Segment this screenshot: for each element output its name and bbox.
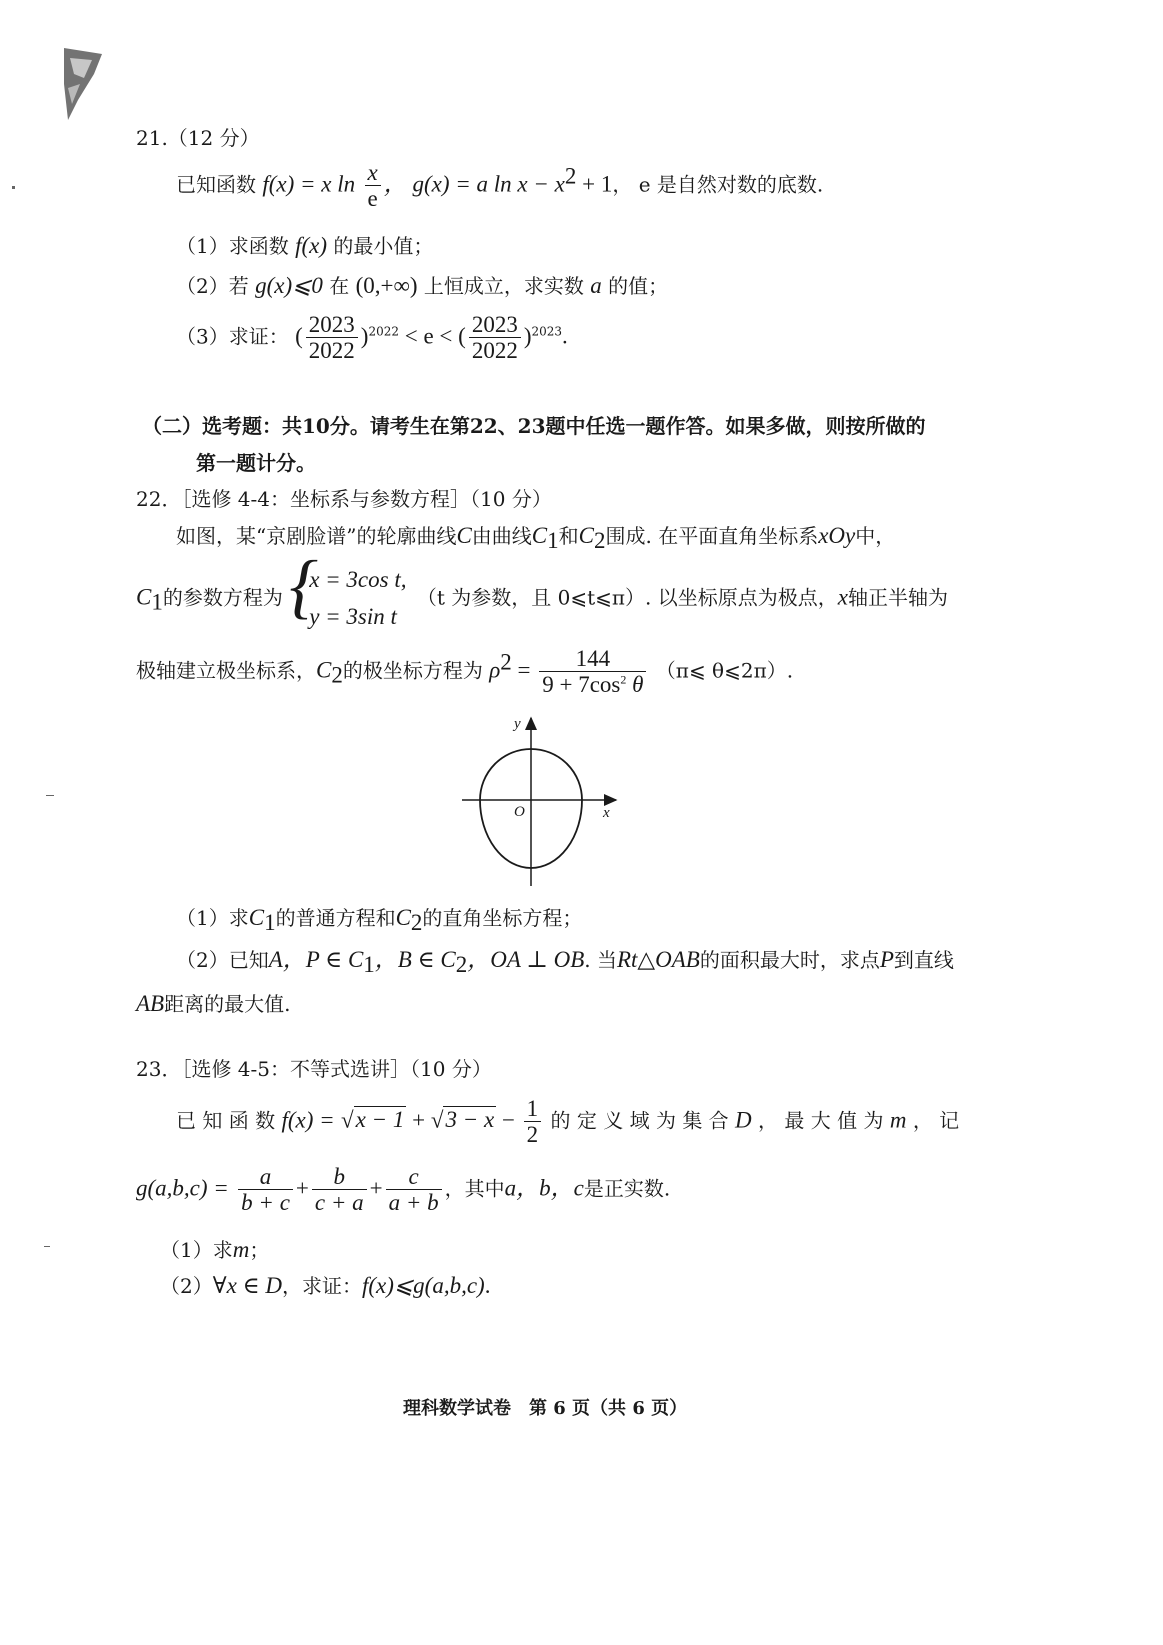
q23-stem xyxy=(176,1096,959,1148)
q21-header: 21.（12 分） xyxy=(136,126,260,150)
q23-sqrt1: x − 1 xyxy=(355,1107,405,1133)
q23-part2-end: . xyxy=(484,1273,491,1298)
q22-polar-fraction xyxy=(539,646,646,698)
q22-intro-text4: 围成. 在平面直角坐标系 xyxy=(605,524,819,548)
q23-part2 xyxy=(160,1272,490,1300)
q23-g-vars: a，b，c xyxy=(504,1175,584,1201)
q21-part2 xyxy=(176,272,668,300)
denominator-text: 9 + 7cos xyxy=(542,672,621,698)
q23-g-text2: 是正实数. xyxy=(583,1176,671,1201)
q22-part1-text2: 的直角坐标方程； xyxy=(422,906,583,930)
q22-header: 22．［选修 4-4：坐标系与参数方程］（10 分） xyxy=(136,487,552,511)
q21-part3-label: （3）求证： xyxy=(176,324,289,349)
subscript: 1 xyxy=(547,528,559,553)
fraction-denominator: a + b xyxy=(388,1190,439,1216)
q21-part3 xyxy=(176,312,568,364)
q22-intro-text5: 中， xyxy=(855,524,896,548)
q22-param-x: x xyxy=(837,584,848,610)
q23-part1-label: （1）求 xyxy=(160,1238,233,1262)
fraction-denominator: 2 xyxy=(526,1122,539,1148)
q21-part1-label: （1）求函数 xyxy=(176,234,289,258)
q23-stem-text3: ， 最 大 值 为 xyxy=(758,1108,884,1133)
fraction-numerator: 144 xyxy=(539,646,646,672)
section2-line2: 第一题计分。 xyxy=(196,451,316,475)
q21-part2-text2: 上恒成立，求实数 xyxy=(423,274,584,298)
margin-mark xyxy=(46,795,54,796)
q21-g-definition: ， g(x) = a ln x − x xyxy=(383,171,565,197)
q22-part2-math3: ，OA ⊥ OB xyxy=(467,947,585,972)
q22-part2-point-P: P xyxy=(879,947,894,972)
q22-curve-C1: C xyxy=(248,905,265,930)
q22-equation-system xyxy=(293,562,406,636)
q21-part2-interval: (0,+∞) xyxy=(355,273,418,298)
q22-polar-text2: 的极坐标方程为 xyxy=(342,658,483,683)
q23-m: m xyxy=(889,1107,907,1133)
q23-g-definition xyxy=(136,1164,670,1216)
subscript: 1 xyxy=(151,589,163,615)
q21-part3-middle: < e < xyxy=(398,323,459,349)
q23-f-lhs: f(x) = xyxy=(281,1107,335,1133)
q22-part2-cont xyxy=(136,990,290,1018)
q23-set-D: D xyxy=(735,1107,752,1133)
q21-part3-exponent-right: 2023 xyxy=(531,324,563,339)
q22-polar-equation xyxy=(136,646,793,698)
q22-rho: ρ xyxy=(489,657,501,683)
q22-part2-label: （2）已知 xyxy=(176,948,269,972)
fraction-denominator: c + a xyxy=(314,1190,364,1216)
paren-open: ( xyxy=(458,323,466,349)
section2-line1: （二）选考题：共10分。请考生在第22、23题中任选一题作答。如果多做，则按所做的 xyxy=(142,414,926,438)
q22-equation-x: { x = 3cos t, xyxy=(309,567,407,592)
denominator-exponent: 2 xyxy=(620,672,627,687)
q23-g-fraction1 xyxy=(238,1164,293,1216)
q22-curve-C2: C xyxy=(316,657,332,683)
q22-part2-math1: A，P ∈ C xyxy=(268,947,364,972)
q22-part2-text4: 距离的最大值. xyxy=(164,992,291,1016)
q22-curve-C2: C xyxy=(395,905,411,930)
q23-part1-end: ； xyxy=(249,1238,270,1262)
q22-intro-text3: 和 xyxy=(558,524,579,548)
axis-label-x: x xyxy=(603,805,610,821)
q21-part2-text1: 在 xyxy=(329,274,350,298)
margin-mark xyxy=(44,1246,50,1247)
q22-intro xyxy=(176,522,895,555)
q23-stem-text2: 的 定 义 域 为 集 合 xyxy=(550,1108,729,1133)
q23-half-fraction xyxy=(524,1096,542,1148)
q22-equation-y: y = 3sin t xyxy=(309,603,397,629)
fraction-denominator: b + c xyxy=(241,1190,290,1216)
q23-part2-inequality: f(x)⩽g(a,b,c) xyxy=(361,1273,485,1298)
fraction-denominator xyxy=(539,672,646,697)
q21-stem-post: ， e 是自然对数的底数. xyxy=(612,172,824,197)
plus-sign: + xyxy=(406,1107,431,1133)
denominator-theta: θ xyxy=(626,672,644,698)
q22-intro-text1: 如图，某“京剧脸谱”的轮廓曲线 xyxy=(176,524,457,548)
q22-curve-C1: C xyxy=(136,584,152,610)
subscript: 1 xyxy=(264,910,276,935)
q23-part1-m: m xyxy=(232,1237,250,1262)
axis-label-y: y xyxy=(514,716,521,732)
fraction-denominator: 2022 xyxy=(471,338,518,364)
q23-stem-text4: ， 记 xyxy=(912,1108,960,1133)
q22-param-text1: 的参数方程为 xyxy=(162,585,283,610)
q23-part1 xyxy=(160,1236,269,1264)
q21-part3-end: . xyxy=(562,323,568,349)
q21-part2-text3: 的值； xyxy=(608,274,669,298)
q23-header: 23．［选修 4-5：不等式选讲］（10 分） xyxy=(136,1057,492,1081)
plus-sign: + xyxy=(369,1175,383,1201)
q22-param-equation xyxy=(136,562,948,636)
sqrt-sign: √ xyxy=(430,1107,444,1133)
fraction-numerator: 1 xyxy=(524,1096,542,1122)
q22-xOy: xOy xyxy=(818,523,856,548)
q22-intro-text2: 由曲线 xyxy=(471,524,532,548)
q22-part1-text1: 的普通方程和 xyxy=(275,906,396,930)
q21-part2-var: a xyxy=(590,273,602,298)
q21-part2-inequality: g(x)⩽0 xyxy=(255,273,323,298)
q21-part3-fraction-left xyxy=(306,312,358,364)
margin-mark xyxy=(12,186,15,189)
fraction-denominator: e xyxy=(367,186,378,212)
fraction-numerator: x xyxy=(365,160,381,186)
q22-part2-line-AB: AB xyxy=(136,991,165,1016)
equals-sign: = xyxy=(511,657,537,683)
q22-curve-C1: C xyxy=(531,523,548,548)
fraction-numerator: 2023 xyxy=(306,312,358,338)
q22-part1-label: （1）求 xyxy=(176,906,249,930)
q23-part2-text: ，求证： xyxy=(281,1274,362,1298)
q23-g-fraction3 xyxy=(386,1164,442,1216)
corner-stamp-mark xyxy=(58,44,108,124)
q22-part2-text2: 的面积最大时，求点 xyxy=(699,948,880,972)
q21-stem-pre: 已知函数 xyxy=(176,172,256,197)
q23-stem-text1: 已 知 函 数 xyxy=(176,1108,276,1133)
page-footer: 理科数学试卷 第 6 页（共 6 页） xyxy=(403,1398,688,1419)
paren-open: ( xyxy=(295,323,303,349)
q21-fraction-x-over-e xyxy=(365,160,381,212)
q21-part2-label: （2）若 xyxy=(176,274,249,298)
q23-g-text1: ，其中 xyxy=(444,1176,505,1201)
q23-part2-label: （2） xyxy=(160,1274,213,1298)
q22-part2-text1: . 当 xyxy=(584,948,617,972)
q23-g-fraction2 xyxy=(312,1164,367,1216)
q23-sqrt2: 3 − x xyxy=(445,1107,495,1133)
fraction-denominator: 2022 xyxy=(308,338,355,364)
q21-part3-exponent-left: 2022 xyxy=(368,324,399,339)
q22-param-end: 轴正半轴为 xyxy=(847,585,948,610)
plus-sign: + xyxy=(295,1175,309,1201)
q22-part1 xyxy=(176,904,582,937)
q22-part2 xyxy=(176,946,954,979)
sqrt-sign: √ xyxy=(340,1107,354,1133)
subscript: 2 xyxy=(593,528,606,553)
q22-rho-exponent: 2 xyxy=(500,649,512,675)
q22-figure xyxy=(460,712,630,890)
minus-sign: − xyxy=(496,1107,521,1133)
q22-param-note: （t 为参数，且 0⩽t⩽π）. 以坐标原点为极点， xyxy=(416,585,838,610)
origin-label: O xyxy=(514,804,525,820)
subscript: 1 xyxy=(363,952,375,977)
q22-curve-C2: C xyxy=(578,523,594,548)
q23-g-lhs: g(a,b,c) = xyxy=(136,1175,229,1201)
fraction-numerator: b xyxy=(312,1164,367,1190)
q22-polar-text1: 极轴建立极坐标系， xyxy=(136,658,316,683)
q21-part1 xyxy=(176,232,433,260)
subscript: 2 xyxy=(331,662,343,688)
q21-g-tail: + 1 xyxy=(576,171,613,197)
q21-part1-math: f(x) xyxy=(295,233,328,258)
q23-part2-forall: ∀x ∈ D xyxy=(212,1273,282,1298)
q22-polar-range: （π⩽ θ⩽2π）. xyxy=(655,658,794,683)
paren-close: ) xyxy=(523,323,532,349)
q21-g-exponent: 2 xyxy=(564,163,577,189)
q22-part2-triangle: Rt△OAB xyxy=(616,947,700,972)
q22-curve-C: C xyxy=(456,523,472,548)
subscript: 2 xyxy=(410,910,423,935)
paren-close: ) xyxy=(360,323,369,349)
fraction-numerator: c xyxy=(386,1164,442,1190)
fraction-numerator: 2023 xyxy=(469,312,521,338)
q21-part1-text: 的最小值； xyxy=(333,234,434,258)
fraction-numerator: a xyxy=(238,1164,293,1190)
q21-part3-fraction-right xyxy=(469,312,521,364)
q21-f-definition: f(x) = x ln xyxy=(262,171,356,197)
q22-part2-text3: 到直线 xyxy=(893,948,954,972)
q21-stem xyxy=(176,160,823,212)
q22-part2-math2: ，B ∈ C xyxy=(374,947,456,972)
subscript: 2 xyxy=(455,952,468,977)
